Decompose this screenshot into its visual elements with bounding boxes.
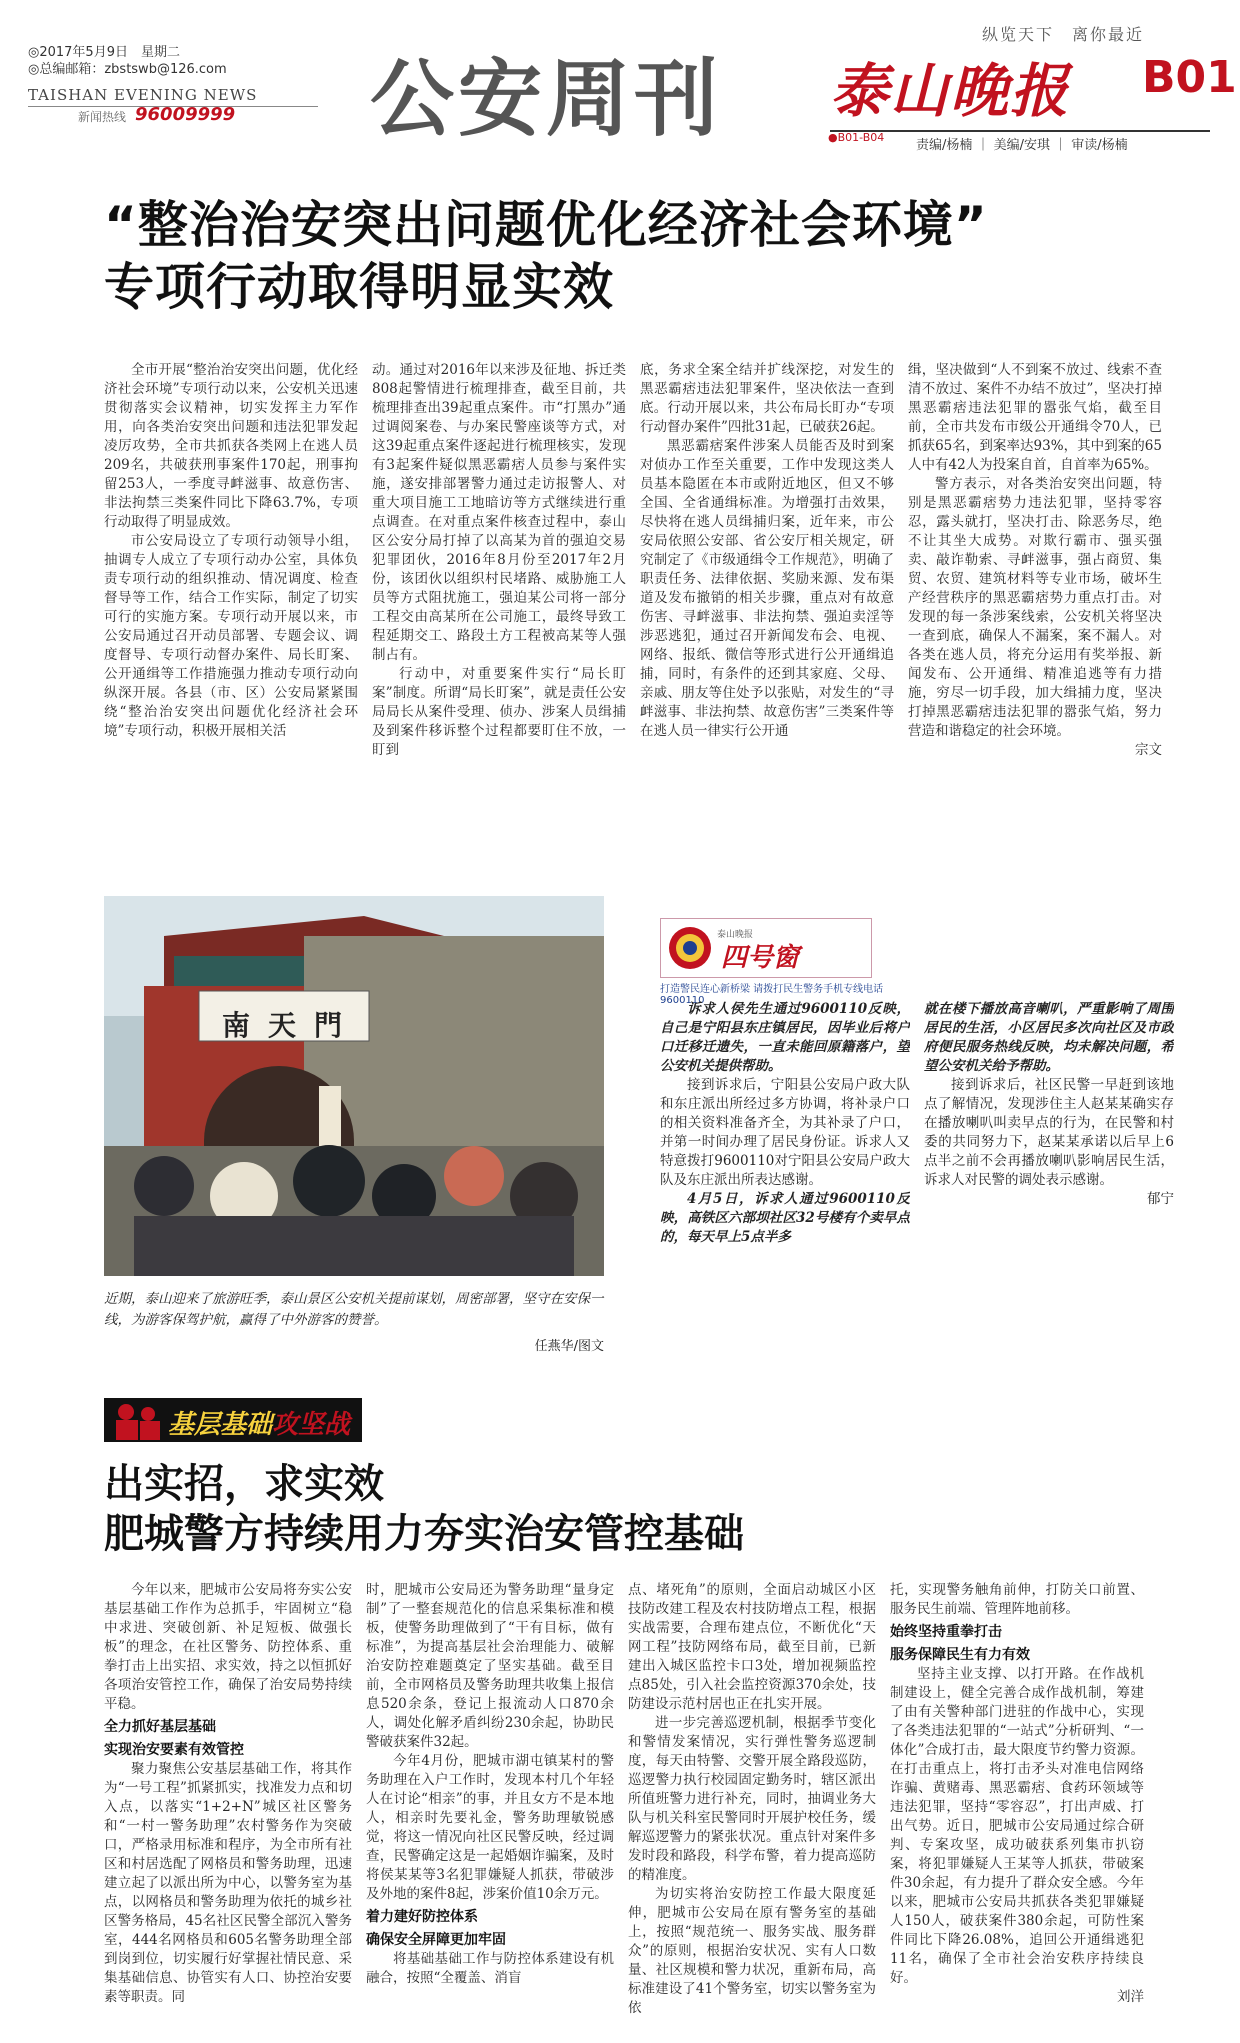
- page-range: ●B01-B04: [828, 131, 885, 144]
- paragraph: 市公安局设立了专项行动领导小组，抽调专人成立了专项行动办公室，具体负责专项行动的组织推动、情况调度、检查督导等工作，结合工作实际，制定了切实可行的实施方案。专项行动开展以来，市公安局通过召开动员部署、专题会议、调度督导、专项行动督办案件、局长盯案、公开通缉等工作措施强力推动专项行动向纵深开展。各县（市、区）公安局紧紧围绕“整治治安突出问题优化经济社会环境”专项行动，积极开展相关活: [104, 533, 358, 739]
- news-photo: [104, 896, 604, 1276]
- response-text: 接到诉求后，宁阳县公安局户政大队和东庄派出所经过多方协调，将补录户口的相关资料准备齐全，为其补录了户口，并第一时间办理了居民身份证。诉求人又特意拨打9600110对宁阳县公安局户政大队及东庄派出所表达感谢。: [660, 1077, 910, 1188]
- banner-strong: 攻坚战: [272, 1410, 351, 1440]
- paper-name-logo: 泰山晚报: [830, 57, 1071, 125]
- page-editors: 责编/杨楠 ｜ 美编/安琪 ｜ 审读/杨楠: [916, 138, 1128, 153]
- page-number: B01: [1142, 52, 1237, 103]
- complaint-text: 就在楼下播放高音喇叭，严重影响了周围居民的生活，小区居民多次向社区及市政府便民服务热线反映，均未解决问题，希望公安机关给予帮助。: [924, 1001, 1174, 1074]
- paragraph: 将基础基础工作与防控体系建设有机融合，按照“全覆盖、消盲: [366, 1951, 614, 1986]
- english-masthead: TAISHAN EVENING NEWS: [28, 86, 258, 104]
- photo-credit: 任燕华/图文: [534, 1339, 604, 1354]
- paragraph: 底，务求全案全结并扩线深挖，对发生的黑恶霸痞违法犯罪案件，坚决依法一查到底。行动开展以来，共公布局长盯办“专项行动督办案件”四批31起，已破获26起。: [640, 362, 894, 435]
- paper-slogan: 纵览天下 离你最近: [982, 25, 1145, 44]
- hotline-column-1: [660, 1000, 910, 1290]
- paragraph: 为切实将治安防控工作最大限度延伸，肥城市公安局在原有警务室的基础上，按照“规范统一、服务实战、服务群众”的原则，根据治安状况、实有人口数量、社区规模和警力状况，重新布局，高标准建设了41个警务室，切实以警务室为依: [628, 1886, 876, 2016]
- feature-banner: [104, 1398, 362, 1442]
- tianmen-gate-illustration: [104, 896, 604, 1276]
- hotline-byline: 郁宁: [1147, 1191, 1174, 1207]
- complaint-text: 4月5日，诉求人通过9600110反映，高铁区六部坝社区32号楼有个卖早点的，每天早上5点半多: [660, 1191, 910, 1245]
- paragraph: 今年以来，肥城市公安局将夯实公安基层基础工作作为总抓手，牢固树立“稳中求进、突破创新、补足短板、做强长板”的理念，在社区警务、防控体系、重拳打击上出实招、求实效，持之以恒抓好各项治安管控工作，确保了治安局势持续平稳。: [104, 1582, 352, 1712]
- police-silhouette-icon: [108, 1400, 168, 1440]
- paragraph: 今年4月份，肥城市湖屯镇某村的警务助理在入户工作时，发现本村几个年轻人在讨论“相亲”的事，并且女方不是本地人，相亲时先要礼金，警务助理敏锐感觉，将这一情况向社区民警反映，经过调查，民警确定这是一起婚姻诈骗案，及时将侯某某等3名犯罪嫌疑人抓获，带破涉及外地的案件8起，涉案价值10余万元。: [366, 1753, 614, 1902]
- police-emblem-icon: [667, 925, 713, 971]
- editor-email: ◎总编邮箱：zbstswb@126.com: [28, 62, 227, 77]
- paragraph: 缉，坚决做到“人不到案不放过、线索不查清不放过、案件不办结不放过”，坚决打掉黑恶霸痞违法犯罪的嚣张气焰，截至目前，全市共发布市级公开通缉令70人，已抓获65名，到案率达93%，其中到案的65人中有42人为投案自首，自首率为65%。: [908, 362, 1162, 473]
- paragraph: 时，肥城市公安局还为警务助理“量身定制”了一整套规范化的信息采集标准和模板，使警务助理做到了“干有目标，做有标准”，为提高基层社会治理能力、破解治安防控难题奠定了坚实基础。截至目前，全市网格员及警务助理共收集上报信息520余条，登记上报流动人口870余人，调处化解矛盾纠纷230余起，协助民警破获案件32起。: [366, 1582, 614, 1750]
- subheading: 始终坚持重拳打击: [890, 1624, 1002, 1640]
- response-text: 接到诉求后，社区民警一早赶到该地点了解情况，发现涉住主人赵某某确实存在播放喇叭叫卖早点的行为，在民警和村委的共同努力下，赵某某承诺以后早上6点半之前不会再播放喇叭影响居民生活，诉求人对民警的调处表示感谢。: [924, 1077, 1174, 1188]
- hotline-number: 96009999: [135, 104, 236, 125]
- article1-headline: [104, 194, 1214, 318]
- paragraph: 托，实现警务触角前伸，打防关口前置、服务民生前端、管理阵地前移。: [890, 1582, 1144, 1617]
- subheading: 服务保障民生有力有效: [890, 1647, 1030, 1663]
- paragraph: 警方表示，对各类治安突出问题，特别是黑恶霸痞势力违法犯罪，坚持零容忍，露头就打，坚决打击、除恶务尽，绝不让其坐大成势。对欺行霸市、强买强卖、敲诈勒索、寻衅滋事，强占商贸、集贸、农贸、建筑材料等专业市场，破坏生产经营秩序的黑恶霸痞势力重点打击。对发现的每一条涉案线索，公安机关将坚决一查到底，确保人不漏案，案不漏人。对各类在逃人员，将充分运用有奖举报、新闻发布、公开通缉、精准追逃等有力措施，穷尽一切手段，加大缉捕力度，坚决打掉黑恶霸痞违法犯罪的嚣张气焰，努力营造和谐稳定的社会环境。: [908, 476, 1162, 739]
- photo-caption: 近期，泰山迎来了旅游旺季，泰山景区公安机关提前谋划，周密部署，坚守在安保一线，为游客保驾护航，赢得了中外游客的赞誉。: [104, 1291, 604, 1328]
- article1-byline: 宗文: [1135, 742, 1162, 758]
- masthead-divider-right: [830, 130, 1210, 132]
- banner-prefix: 基层基础: [168, 1410, 273, 1440]
- paragraph: 动。通过对2016年以来涉及征地、拆迁类808起警情进行梳理排查，截至目前，共梳理排查出39起重点案件。市“打黑办”通过调阅案卷、与办案民警座谈等方式，对这39起重点案件逐起进行梳理核实，发现有3起案件疑似黑恶霸痞人员参与案件实施，遂安排部署警力通过走访报警人、对重大项目施工工地暗访等方式继续进行重点调查。在对重点案件核查过程中，泰山区公安分局打掉了以高某为首的强迫交易犯罪团伙，2016年8月份至2017年2月份，该团伙以组织村民堵路、威胁施工人员等方式阻扰施工，强迫某公司将一部分工程交由高某所在公司施工，最终导致工程延期交工、路段土方工程被高某等人强制占有。: [372, 362, 626, 663]
- article2-column-3: [628, 1581, 876, 2029]
- hotline-label: 新闻热线: [78, 110, 127, 124]
- gate-plaque-text: 南天門: [222, 1009, 361, 1042]
- paragraph: 行动中，对重要案件实行“局长盯案”制度。所谓“局长盯案”，就是责任公安局局长从案件受理、侦办、涉案人员缉捕及到案件移诉整个过程都要盯住不放，一盯到: [372, 666, 626, 758]
- column-subtitle: 打造警民连心新桥梁 请拨打民生警务手机专线电话 9600110: [660, 984, 884, 1006]
- article1-title-line1: “整治治安突出问题优化经济社会环境”: [104, 196, 988, 254]
- article2-column-4: [890, 1581, 1144, 2029]
- complaint-text: 诉求人侯先生通过9600110反映，自己是宁阳县东庄镇居民，因毕业后将户口迁移迁遗失，一直未能回原籍落户，望公安机关提供帮助。: [660, 1001, 910, 1074]
- subheading: 全力抓好基层基础: [104, 1719, 216, 1735]
- article1-column-4: [908, 361, 1162, 823]
- article2-byline: 刘洋: [1117, 1989, 1144, 2005]
- article2-column-1: [104, 1581, 352, 2029]
- paragraph: 黑恶霸痞案件涉案人员能否及时到案对侦办工作至关重要，工作中发现这类人员基本隐匿在本市或附近地区，但又不够全国、全省通缉标准。为增强打击效果，尽快将在逃人员缉捕归案，近年来，市公安局依照公安部、省公安厅相关规定，研究制定了《市级通缉令工作规范》，明确了职责任务、法律依据、奖励来源、发布渠道及发布撤销的相关步骤，重点对有故意伤害、寻衅滋事、非法拘禁、强迫卖淫等涉恶逃犯，通过召开新闻发布会、电视、网络、报纸、微信等形式进行公开通缉追捕，同时，有条件的还到其家庭、父母、亲戚、朋友等住处予以张贴，对发生的“寻衅滋事、非法拘禁、故意伤害”三类案件等在逃人员一律实行公开通: [640, 438, 894, 739]
- article2-column-2: [366, 1581, 614, 2029]
- section-title: 公安周刊: [370, 50, 723, 148]
- subheading: 着力建好防控体系: [366, 1909, 478, 1925]
- article1-title-line2: 专项行动取得明显实效: [104, 258, 614, 316]
- column-name: 四号窗: [721, 943, 800, 973]
- paragraph: 点、堵死角”的原则，全面启动城区小区技防改建工程及农村技防增点工程，根据实战需要，合理布建点位，不断优化“天网工程”技防网络布局，截至目前，已新建出入城区监控卡口3处，增加视频监控点85处，引入社会监控资源370余处，技防建设示范村居也正在扎实开展。: [628, 1582, 876, 1712]
- article1-column-2: [372, 361, 626, 823]
- article1-column-3: [640, 361, 894, 823]
- column-logo: [660, 918, 872, 978]
- issue-date: ◎2017年5月9日 星期二: [28, 45, 180, 60]
- paragraph: 坚持主业支撑、以打开路。在作战机制建设上，健全完善合成作战机制，筹建了由有关警种部门进驻的作战中心，实现了各类违法犯罪的“一站式”分析研判、“一体化”合成打击，最大限度节约警力资源。在打击重点上，将打击矛头对准电信网络诈骗、黄赌毒、黑恶霸痞、食药环领域等违法犯罪，坚持“零容忍”，打出声威、打出气势。近日，肥城市公安局通过综合研判、专案攻坚，成功破获系列集市扒窃案，将犯罪嫌疑人王某等人抓获，带破案件30余起，有力提升了群众安全感。今年以来，肥城市公安局共抓获各类犯罪嫌疑人150人，破获案件380余起，可防性案件同比下降26.08%，追回公开通缉逃犯11名，确保了全市社会治安秩序持续良好。: [890, 1666, 1144, 1986]
- article2-title-line1: 出实招，求实效: [104, 1461, 384, 1507]
- article2-title-line2: 肥城警方持续用力夯实治安管控基础: [104, 1511, 744, 1557]
- logo-tag: 泰山晚报: [717, 930, 754, 940]
- subheading: 确保安全屏障更加牢固: [366, 1932, 506, 1948]
- hotline-column-2: [924, 1000, 1174, 1290]
- paragraph: 聚力聚焦公安基层基础工作，将其作为“一号工程”抓紧抓实，找准发力点和切入点，以落实“1+2+N”城区社区警务和“一村一警务助理”农村警务作为突破口，严格录用标准和程序，为全市所有社区和村居选配了网格员和警务助理，迅速建立起了以派出所为中心，以警务室为基点，以网格员和警务助理为依托的城乡社区警务格局，45名社区民警全部沉入警务室，444名网格员和605名警务助理全部到岗到位，切实履行好掌握社情民意、采集基础信息、协管实有人口、协控治安要素等职责。同: [104, 1761, 352, 2005]
- article1-column-1: [104, 361, 358, 823]
- paragraph: 进一步完善巡逻机制，根据季节变化和警情发案情况，实行弹性警务巡逻制度，每天由特警、交警开展全路段巡防，巡逻警力执行校园固定勤务时，辖区派出所值班警力进行补充，同时，抽调业务大队与机关科室民警同时开展护校任务，缓解巡逻警力的紧张状况。重点针对案件多发时段和路段，科学布警，着力提高巡防的精准度。: [628, 1715, 876, 1883]
- subheading: 实现治安要素有效管控: [104, 1742, 244, 1758]
- paragraph: 全市开展“整治治安突出问题，优化经济社会环境”专项行动以来，公安机关迅速贯彻落实会议精神，切实发挥主力军作用，向各类治安突出问题和违法犯罪发起凌厉攻势，全市共抓获各类网上在逃人员209名，共破获刑事案件170起，刑事拘留253人，一季度寻衅滋事、故意伤害、非法拘禁三类案件同比下降63.7%，专项行动取得了明显成效。: [104, 362, 358, 530]
- article2-headline: [104, 1459, 1204, 1559]
